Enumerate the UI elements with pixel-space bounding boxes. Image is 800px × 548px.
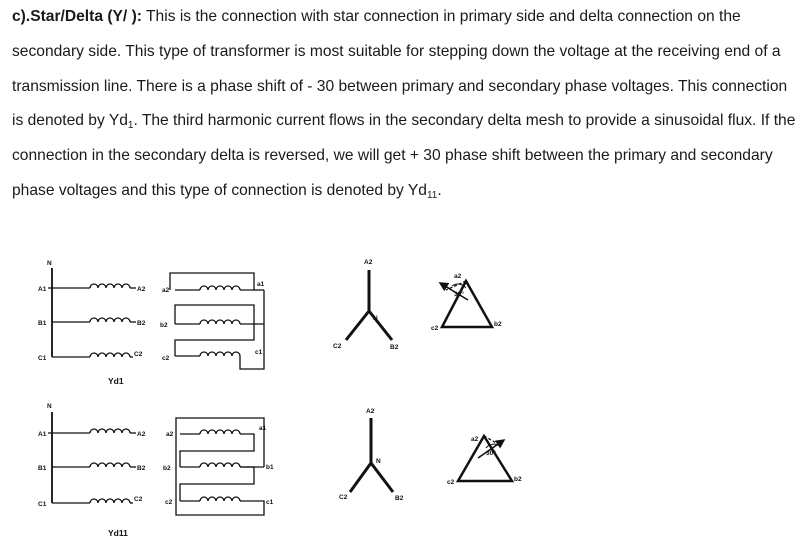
yd1-n-label: N [47, 260, 52, 267]
yd11-c1-sec-label: c1 [266, 499, 274, 506]
yd1-delta-b2-label: b2 [494, 321, 502, 328]
yd11-secondary-delta [176, 418, 264, 515]
yd11-caption: Yd11 [108, 528, 128, 538]
yd1-b2-sec-label: b2 [160, 322, 168, 329]
yd11-star-c2-label: C2 [339, 494, 348, 501]
yd11-delta-c2-label: c2 [447, 479, 455, 486]
yd11-delta-angle-label: 30° [486, 450, 496, 457]
paragraph-text-1: This is the connection with star connection in primary side and delta connection on the secondary side. This type of transformer is most suitable for stepping down the voltage at the receiving end of a transmission line. There is a phase shift of - 30 between primary and secondary phase voltages. This connection is denoted by Yd [12, 8, 788, 130]
yd11-b2-label: B2 [137, 465, 146, 472]
yd11-c1-label: C1 [38, 501, 47, 508]
paragraph-text-3: . [437, 181, 442, 199]
yd11-a1-sec-label: a1 [259, 425, 267, 432]
yd1-primary-winding [48, 268, 136, 357]
yd1-star-c2-label: C2 [333, 343, 342, 350]
yd11-c2-sec-label: c2 [165, 499, 173, 506]
yd1-c1-label: C1 [38, 355, 47, 362]
yd1-a1-sec-label: a1 [257, 281, 265, 288]
yd1-a1-label: A1 [38, 286, 47, 293]
yd1-c1-sec-label: c1 [255, 349, 263, 356]
yd1-delta-phasor [440, 281, 492, 327]
yd11-b2-sec-label: b2 [163, 465, 171, 472]
yd1-star-n-label: N [373, 315, 378, 322]
yd11-c2-label: C2 [134, 496, 143, 503]
paragraph-text-2: . The third harmonic current flows in the secondary delta mesh to provide a sinusoidal flux. If the connection in the secondary delta is reversed, we will get + 30 phase shift between the primary and secondary phase voltages and this type of connection is denoted by Yd [12, 112, 796, 199]
yd11-star-n-label: N [376, 458, 381, 465]
yd1-c2-sec-label: c2 [162, 355, 170, 362]
yd11-star-phasor [350, 418, 393, 492]
yd11-a2-sec-label: a2 [166, 431, 174, 438]
yd11-a1-label: A1 [38, 431, 47, 438]
yd11-n-label: N [47, 403, 52, 410]
yd1-delta-angle-label: 30° [454, 291, 464, 298]
yd1-a2-label: A2 [137, 286, 146, 293]
yd1-star-a2-label: A2 [364, 259, 373, 266]
yd11-a2-label: A2 [137, 431, 146, 438]
yd1-subscript: 1 [127, 120, 134, 132]
yd1-delta-a2-label: a2 [454, 273, 462, 280]
yd11-star-a2-label: A2 [366, 408, 375, 415]
section-heading: c).Star/Delta (Y/ ): [12, 8, 142, 25]
yd1-delta-c2-label: c2 [431, 325, 439, 332]
yd1-caption: Yd1 [108, 376, 124, 386]
yd1-star-phasor [346, 270, 392, 340]
yd11-primary-winding [48, 412, 136, 503]
yd11-b1-label: B1 [38, 465, 47, 472]
yd11-subscript: 11 [426, 189, 438, 201]
yd1-b2-label: B2 [137, 320, 146, 327]
yd11-b1-sec-label: b1 [266, 464, 274, 471]
yd1-b1-label: B1 [38, 320, 47, 327]
yd1-star-b2-label: B2 [390, 344, 399, 351]
yd11-star-b2-label: B2 [395, 495, 404, 502]
yd1-c2-label: C2 [134, 351, 143, 358]
yd1-a2-sec-label: a2 [162, 287, 170, 294]
yd11-delta-phasor [458, 436, 512, 481]
yd11-delta-a2-label: a2 [471, 436, 479, 443]
yd11-delta-b2-label: b2 [514, 476, 522, 483]
